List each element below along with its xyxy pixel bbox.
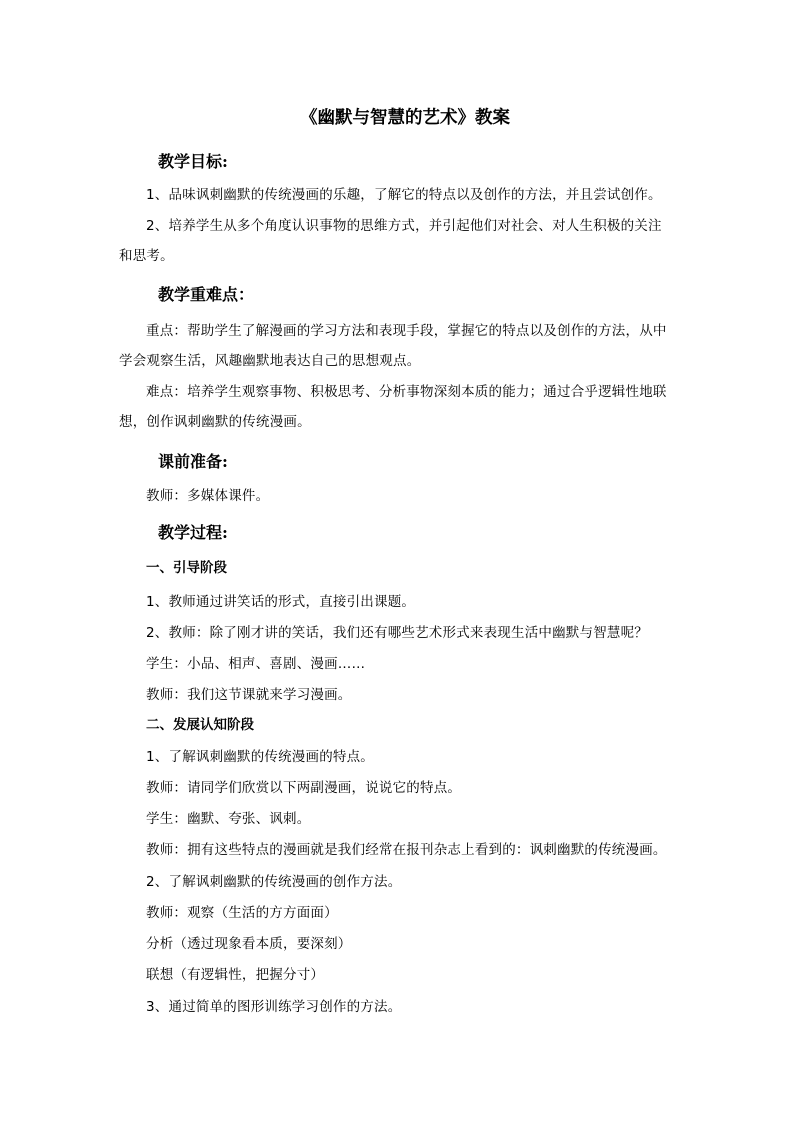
- objectives-paragraph-2-line-2: 和思考。: [119, 248, 174, 264]
- stage-2-line-9: 3、通过简单的图形训练学习创作的方法。: [146, 999, 402, 1015]
- stage-1-line-1: 1、教师通过讲笑话的形式，直接引出课题。: [146, 594, 416, 610]
- stage-2-line-2: 教师：请同学们欣赏以下两副漫画，说说它的特点。: [146, 780, 462, 796]
- stage-2-line-1: 1、了解讽刺幽默的传统漫画的特点。: [146, 749, 374, 765]
- objectives-heading: 教学目标:: [158, 152, 228, 171]
- process-heading: 教学过程:: [158, 523, 228, 542]
- preparation-heading: 课前准备:: [158, 452, 228, 471]
- difficulty-line-2: 想，创作讽刺幽默的传统漫画。: [119, 414, 311, 430]
- preparation-teacher: 教师：多媒体课件。: [146, 488, 270, 504]
- document-title: 《幽默与智慧的艺术》教案: [300, 108, 510, 128]
- objectives-paragraph-2-line-1: 2、培养学生从多个角度认识事物的思维方式，并引起他们对社会、对人生积极的关注: [146, 218, 662, 234]
- focus-line-1: 重点：帮助学生了解漫画的学习方法和表现手段，掌握它的特点以及创作的方法，从中: [146, 323, 667, 339]
- stage-1-line-3: 学生：小品、相声、喜剧、漫画……: [146, 656, 366, 672]
- stage-2-line-8: 联想（有逻辑性，把握分寸）: [146, 967, 325, 983]
- stage-1-title: 一、引导阶段: [146, 560, 227, 576]
- stage-2-line-5: 2、了解讽刺幽默的传统漫画的创作方法。: [146, 874, 402, 890]
- stage-2-line-4: 教师：拥有这些特点的漫画就是我们经常在报刊杂志上看到的：讽刺幽默的传统漫画。: [146, 842, 667, 858]
- difficulty-line-1: 难点：培养学生观察事物、积极思考、分析事物深刻本质的能力；通过合乎逻辑性地联: [146, 384, 667, 400]
- stage-2-line-3: 学生：幽默、夸张、讽刺。: [146, 811, 311, 827]
- stage-1-line-4: 教师：我们这节课就来学习漫画。: [146, 687, 352, 703]
- stage-2-title: 二、发展认知阶段: [146, 717, 254, 733]
- objectives-paragraph-1: 1、品味讽刺幽默的传统漫画的乐趣，了解它的特点以及创作的方法，并且尝试创作。: [146, 187, 662, 203]
- stage-2-line-7: 分析（透过现象看本质，要深刻）: [146, 936, 352, 952]
- stage-1-line-2: 2、教师：除了刚才讲的笑话，我们还有哪些艺术形式来表现生活中幽默与智慧呢？: [146, 625, 648, 641]
- key-points-heading: 教学重难点：: [158, 285, 255, 304]
- focus-line-2: 学会观察生活，风趣幽默地表达自己的思想观点。: [119, 353, 421, 369]
- stage-2-line-6: 教师：观察（生活的方方面面）: [146, 905, 338, 921]
